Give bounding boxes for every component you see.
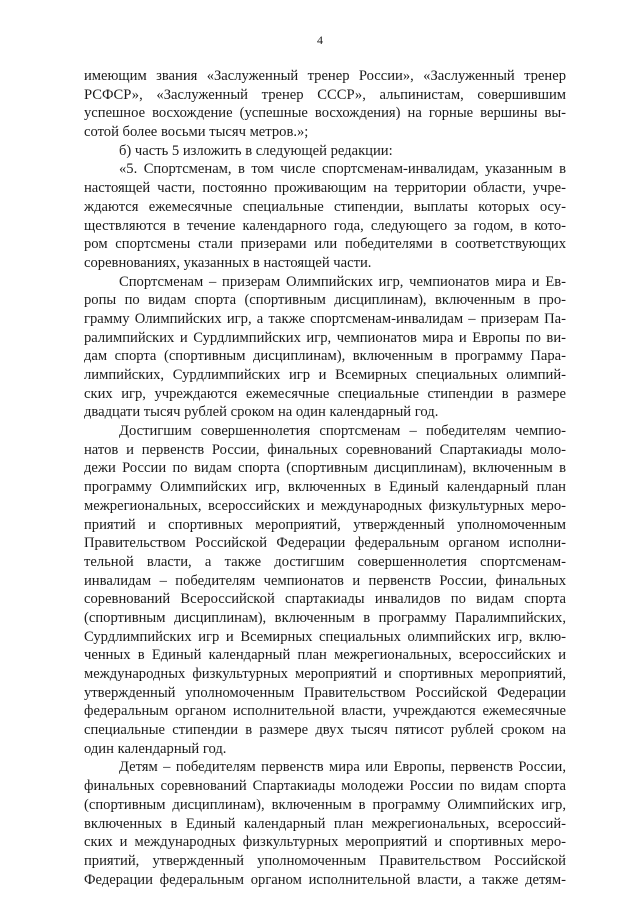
- text-line: специальные стипендии в размере двух тысяч пятисот рублей сроком на: [84, 722, 566, 739]
- text-line: (спортивным дисциплинам), включенным в программу Паралимпийских,: [84, 609, 566, 626]
- text-line: Сурдлимпийских игр и Всемирных специальных олимпийских игр, вклю-: [84, 628, 566, 645]
- text-line: успешное восхождение (успешные восхождения) на горные вершины вы-: [84, 105, 566, 122]
- text-line: Детям – победителям первенств мира или Европы, первенств России,: [119, 759, 566, 776]
- text-line: международных физкультурных мероприятий и спортивных мероприятий,: [84, 666, 566, 682]
- text-line: ждаются ежемесячные специальные стипендии, выплаты которых осу-: [84, 198, 566, 215]
- text-line: РСФСР», «Заслуженный тренер СССР», альпинистам, совершившим: [84, 86, 566, 103]
- text-line: ралимпийских и Сурдлимпийских игр, чемпионатов мира и Европы по ви-: [84, 329, 566, 346]
- text-line: соревнований Всероссийской спартакиады инвалидов по видам спорта: [84, 591, 566, 608]
- text-line: один календарный год.: [84, 740, 227, 757]
- text-line: лимпийских, Сурдлимпийских игр и Всемирных специальных олимпий-: [84, 367, 566, 383]
- text-line: инвалидам – победителям чемпионатов и первенств России, финальных: [84, 572, 566, 589]
- text-line: дам спорта (спортивным дисциплинам), включенным в программу Пара-: [84, 348, 566, 365]
- text-line: Спортсменам – призерам Олимпийских игр, чемпионатов мира и Ев-: [119, 273, 566, 290]
- text-line: «5. Спортсменам, в том числе спортсменам-инвалидам, указанным в: [119, 161, 566, 178]
- document-body: [84, 67, 566, 889]
- text-line: б) часть 5 изложить в следующей редакции:: [119, 142, 393, 159]
- text-line: ских игр, учреждаются ежемесячные специальные стипендии в размере: [84, 385, 566, 402]
- text-line: Правительством Российской Федерации федеральным органом исполни-: [84, 535, 566, 552]
- text-line: приятий и спортивных мероприятий, утвержденный уполномоченным: [84, 516, 566, 533]
- text-line: двадцати тысяч рублей сроком на один календарный год.: [84, 404, 439, 421]
- text-line: ченных в Единый календарный план межрегиональных, всероссийских и: [84, 647, 566, 664]
- page-number: 4: [317, 33, 323, 47]
- text-line: Федерации федеральным органом исполнительной власти, а также детям-: [84, 871, 566, 888]
- text-line: ропы по видам спорта (спортивным дисциплинам), включенным в про-: [84, 292, 566, 309]
- text-line: настоящей части, постоянно проживающим на территории области, учре-: [84, 180, 566, 197]
- text-line: грамму Олимпийских игр, а также спортсменам-инвалидам – призерам Па-: [84, 310, 566, 327]
- text-line: ром спортсмены стали призерами или победителями в соответствующих: [84, 236, 566, 253]
- text-line: сотой более восьми тысяч метров.»;: [84, 124, 309, 141]
- text-line: ществляются в течение календарного года, следующего за годом, в кото-: [84, 217, 566, 234]
- text-line: Достигшим совершеннолетия спортсменам – победителям чемпио-: [119, 423, 566, 440]
- text-line: ских и международных физкультурных мероприятий и спортивных меро-: [84, 834, 566, 851]
- text-line: имеющим звания «Заслуженный тренер России», «Заслуженный тренер: [84, 68, 566, 84]
- text-line: (спортивным дисциплинам), включенным в программу Олимпийских игр,: [84, 796, 566, 813]
- text-line: дежи России по видам спорта (спортивным дисциплинам), включенным в: [84, 460, 566, 477]
- text-line: тельной власти, а также достигшим совершеннолетия спортсменам-: [84, 553, 566, 570]
- text-line: соревнованиях, указанных в настоящей части.: [84, 254, 372, 271]
- text-line: программу Олимпийских игр, включенных в Единый календарный план: [84, 479, 566, 496]
- text-line: включенных в Единый календарный план межрегиональных, всероссий-: [84, 815, 566, 832]
- text-line: утвержденный уполномоченным Правительством Российской Федерации: [84, 684, 566, 701]
- text-line: приятий, утвержденный уполномоченным Правительством Российской: [84, 852, 566, 869]
- text-line: межрегиональных, всероссийских и международных физкультурных меро-: [84, 497, 566, 514]
- text-line: финальных соревнований Спартакиады молодежи России по видам спорта: [84, 778, 566, 795]
- text-line: федеральным органом исполнительной власти, учреждаются ежемесячные: [84, 703, 566, 720]
- text-line: натов и первенств России, финальных соревнований Спартакиады моло-: [84, 441, 566, 458]
